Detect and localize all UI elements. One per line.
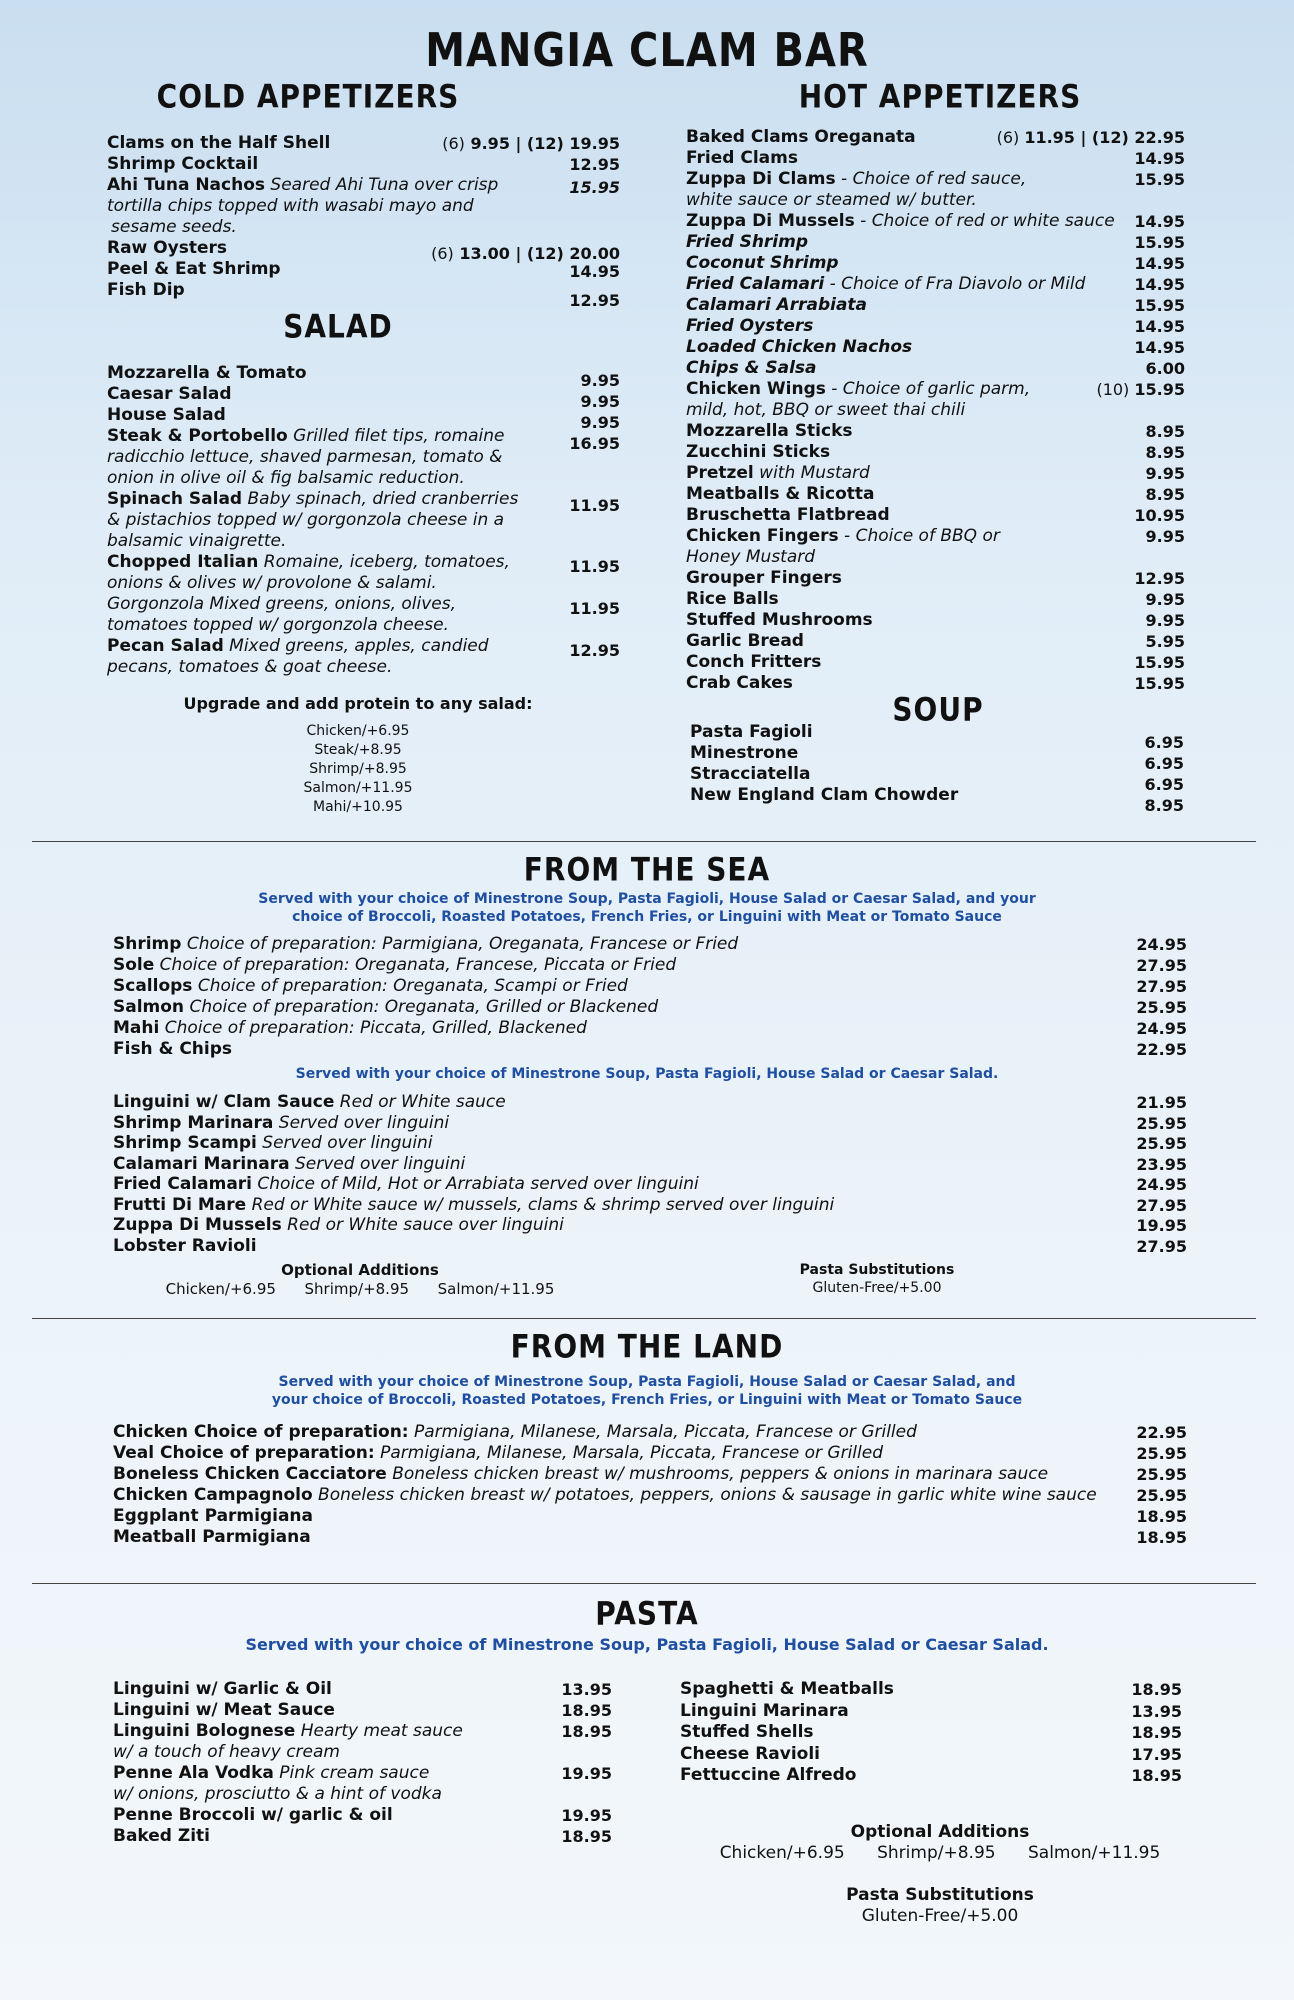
pasta-heading: PASTA (595, 1594, 699, 1633)
menu-item: Shrimp Scampi Served over linguini (113, 1133, 433, 1153)
menu-item: Fish Dip (107, 280, 185, 300)
menu-price: 9.95 (580, 371, 620, 390)
menu-price: 6.95 (1144, 754, 1184, 773)
upgrade-item: Shrimp/+8.95 (309, 761, 407, 777)
menu-price: 12.95 (569, 641, 620, 660)
menu-item: Linguini w/ Clam Sauce Red or White sauce (113, 1092, 506, 1112)
menu-price: 14.95 (1134, 338, 1185, 357)
menu-item: Chips & Salsa (686, 358, 817, 378)
menu-item: Boneless Chicken Cacciatore Boneless chicken breast w/ mushrooms, peppers & onions in marinara sauce (113, 1464, 1049, 1484)
menu-price: 18.95 (1131, 1680, 1182, 1699)
sea-optional-values: Chicken/+6.95 Shrimp/+8.95 Salmon/+11.95 (165, 1280, 555, 1298)
menu-price: 25.95 (1136, 1486, 1187, 1505)
menu-item: Veal Choice of preparation: Parmigiana, Milanese, Marsala, Piccata, Francese or Grilled (113, 1443, 884, 1463)
pasta-optional-values: Chicken/+6.95 Shrimp/+8.95 Salmon/+11.95 (719, 1843, 1161, 1863)
hot-appetizers-heading: HOT APPETIZERS (798, 77, 1082, 116)
menu-price: 9.95 (580, 392, 620, 411)
menu-item: Chicken Fingers - Choice of BBQ or (686, 526, 1000, 546)
sea-note: Served with your choice of Minestrone Soup, Pasta Fagioli, House Salad or Caesar Salad, and your choice of Broccoli, Roasted Potatoes, French Fries, or Linguini with Meat or Tomato Sauce (258, 891, 1036, 925)
menu-price: 24.95 (1136, 935, 1187, 954)
menu-item: Linguini Marinara (680, 1700, 849, 1721)
menu-item: Zuppa Di Mussels Red or White sauce over linguini (113, 1215, 564, 1235)
menu-price: 16.95 (569, 434, 620, 453)
menu-price: 27.95 (1136, 1195, 1187, 1215)
menu-price: 19.95 (1136, 1216, 1187, 1235)
menu-price: 24.95 (1136, 1019, 1187, 1038)
divider (32, 1318, 1256, 1319)
menu-item: Fried Oysters (686, 316, 814, 336)
menu-item: Zucchini Sticks (686, 442, 831, 462)
menu-price: 9.95 (1145, 464, 1185, 483)
menu-price: 27.95 (1136, 1236, 1187, 1256)
menu-price: 18.95 (561, 1722, 612, 1741)
menu-item-desc: Honey Mustard (686, 547, 816, 567)
menu-item: Minestrone (690, 743, 799, 763)
menu-price: 21.95 (1136, 1093, 1187, 1112)
sea-optional-title: Optional Additions (281, 1261, 439, 1279)
menu-price: 15.95 (1134, 674, 1185, 693)
menu-item: Linguini Bolognese Hearty meat sauce (113, 1721, 463, 1741)
menu-price: 12.95 (569, 155, 620, 174)
menu-item: Scallops Choice of preparation: Oreganata, Scampi or Fried (113, 976, 628, 996)
menu-item-desc: onion in olive oil & fig balsamic reduction. (107, 468, 465, 488)
menu-item: Mahi Choice of preparation: Piccata, Grilled, Blackened (113, 1018, 587, 1038)
menu-item: House Salad (107, 405, 226, 425)
menu-price: 25.95 (1136, 998, 1187, 1017)
menu-price: 9.95 (1145, 590, 1185, 609)
menu-item-desc: radicchio lettuce, shaved parmesan, tomato & (107, 447, 503, 467)
menu-item: Spaghetti & Meatballs (680, 1679, 894, 1699)
menu-item: Steak & Portobello Grilled filet tips, romaine (107, 426, 505, 446)
upgrade-item: Chicken/+6.95 (306, 723, 410, 739)
menu-item: Mozzarella & Tomato (107, 363, 307, 383)
menu-item: Sole Choice of preparation: Oreganata, Francese, Piccata or Fried (113, 955, 677, 975)
menu-item: Mozzarella Sticks (686, 421, 853, 441)
sea-sub-title: Pasta Substitutions (799, 1262, 955, 1278)
menu-item: Baked Clams Oreganata (686, 127, 916, 147)
menu-item: Frutti Di Mare Red or White sauce w/ mussels, clams & shrimp served over linguini (113, 1194, 835, 1215)
menu-price: 19.95 (561, 1806, 612, 1825)
menu-price: 8.95 (1145, 422, 1185, 441)
menu-item-desc: tortilla chips topped with wasabi mayo and (107, 196, 474, 216)
salad-upgrade-list (258, 722, 458, 817)
upgrade-item: Mahi/+10.95 (313, 799, 403, 815)
menu-item-desc: white sauce or steamed w/ butter. (686, 190, 977, 210)
divider (32, 1583, 1256, 1584)
menu-price: 19.95 (561, 1764, 612, 1783)
menu-item: Shrimp Marinara Served over linguini (113, 1112, 450, 1133)
menu-price: (6) 9.95 | (12) 19.95 (442, 134, 620, 153)
divider (32, 841, 1256, 842)
menu-item: New England Clam Chowder (690, 785, 959, 805)
menu-price: 25.95 (1136, 1465, 1187, 1484)
menu-item: Fried Calamari - Choice of Fra Diavolo or Mild (686, 274, 1086, 294)
menu-item: Pasta Fagioli (690, 722, 813, 742)
menu-item: Baked Ziti (113, 1826, 211, 1846)
menu-price: 14.95 (1134, 212, 1185, 231)
menu-price: 14.95 (569, 262, 620, 281)
upgrade-item: Salmon/+11.95 (303, 780, 413, 796)
menu-item: Raw Oysters (107, 238, 227, 258)
menu-price: 11.95 (569, 496, 620, 515)
menu-price: 14.95 (1134, 149, 1185, 168)
menu-item: Peel & Eat Shrimp (107, 259, 281, 279)
menu-item: Crab Cakes (686, 673, 793, 693)
menu-item-desc: sesame seeds. (111, 217, 237, 237)
soup-heading: SOUP (892, 690, 984, 729)
pasta-note: Served with your choice of Minestrone Soup, Pasta Fagioli, House Salad or Caesar Salad. (245, 1635, 1049, 1654)
menu-item: Stuffed Shells (680, 1722, 814, 1742)
menu-item: Fried Calamari Choice of Mild, Hot or Arrabiata served over linguini (113, 1174, 699, 1194)
menu-item: Fettuccine Alfredo (680, 1765, 857, 1785)
menu-item: Coconut Shrimp (686, 253, 839, 273)
menu-price: 15.95 (569, 178, 620, 197)
menu-item: Meatball Parmigiana (113, 1527, 311, 1547)
menu-price: 12.95 (569, 291, 620, 310)
menu-item: Pretzel with Mustard (686, 463, 870, 483)
menu-item: Fried Clams (686, 148, 798, 168)
menu-item: Zuppa Di Mussels - Choice of red or white sauce (686, 211, 1115, 231)
menu-price: 23.95 (1136, 1154, 1187, 1174)
menu-price: 15.95 (1134, 170, 1185, 189)
salad-heading: SALAD (283, 307, 393, 346)
menu-price: 27.95 (1136, 956, 1187, 975)
menu-item: Stuffed Mushrooms (686, 610, 873, 630)
menu-title: MANGIA CLAM BAR (425, 24, 869, 78)
menu-item: Chicken Wings - Choice of garlic parm, (686, 379, 1031, 399)
menu-price: 18.95 (561, 1827, 612, 1846)
menu-item: Zuppa Di Clams - Choice of red sauce, (686, 169, 1027, 189)
menu-price: 22.95 (1136, 1423, 1187, 1442)
menu-item: Clams on the Half Shell (107, 133, 331, 153)
menu-item: Shrimp Cocktail (107, 154, 259, 174)
menu-price: (6) 11.95 | (12) 22.95 (996, 128, 1185, 147)
menu-item: Pecan Salad Mixed greens, apples, candied (107, 636, 489, 656)
menu-price: 15.95 (1134, 233, 1185, 252)
menu-item: Fish & Chips (113, 1039, 233, 1059)
menu-item: Linguini w/ Meat Sauce (113, 1700, 335, 1720)
menu-price: 18.95 (1131, 1766, 1182, 1785)
menu-item-desc: & pistachios topped w/ gorgonzola cheese in a (107, 510, 505, 530)
menu-price: 18.95 (1131, 1723, 1182, 1742)
menu-item: Chicken Choice of preparation: Parmigiana, Milanese, Marsala, Piccata, Francese or Grilled (113, 1422, 917, 1442)
menu-price: 13.95 (1131, 1701, 1182, 1721)
menu-item: Stracciatella (690, 764, 811, 784)
menu-item-desc: w/ a touch of heavy cream (113, 1742, 340, 1762)
menu-price: 12.95 (1134, 569, 1185, 588)
menu-item: Calamari Arrabiata (686, 295, 868, 315)
from-the-sea-heading: FROM THE SEA (523, 850, 771, 889)
menu-item-desc: w/ onions, prosciutto & a hint of vodka (113, 1784, 442, 1804)
sea-sub-value: Gluten-Free/+5.00 (812, 1280, 942, 1296)
menu-price: 14.95 (1134, 275, 1185, 294)
menu-item: Chicken Campagnolo Boneless chicken breast w/ potatoes, peppers, onions & sausage in garlic white wine sauce (113, 1485, 1097, 1505)
menu-price: 18.95 (1136, 1528, 1187, 1547)
menu-item: Bruschetta Flatbread (686, 505, 890, 525)
menu-item: Chopped Italian Romaine, iceberg, tomatoes, (107, 552, 510, 572)
menu-price: 11.95 (569, 599, 620, 618)
menu-item: Fried Shrimp (686, 232, 809, 252)
menu-item: Grouper Fingers (686, 568, 842, 588)
salad-upgrade-title: Upgrade and add protein to any salad: (183, 694, 533, 713)
menu-price: 17.95 (1131, 1744, 1182, 1764)
menu-item: Loaded Chicken Nachos (686, 337, 913, 357)
from-the-land-heading: FROM THE LAND (510, 1327, 784, 1366)
menu-price: (6) 13.00 | (12) 20.00 (431, 244, 620, 263)
pasta-sub-value: Gluten-Free/+5.00 (861, 1906, 1019, 1926)
menu-price: 11.95 (569, 557, 620, 576)
sea-pasta-note: Served with your choice of Minestrone Soup, Pasta Fagioli, House Salad or Caesar Salad. (295, 1066, 999, 1082)
menu-item: Meatballs & Ricotta (686, 484, 875, 504)
menu-item: Garlic Bread (686, 631, 804, 651)
menu-price: 10.95 (1134, 506, 1185, 525)
menu-item: Rice Balls (686, 589, 779, 609)
menu-item: Penne Ala Vodka Pink cream sauce (113, 1763, 430, 1783)
menu-price: 9.95 (580, 413, 620, 432)
menu-item: Penne Broccoli w/ garlic & oil (113, 1805, 393, 1825)
pasta-sub-title: Pasta Substitutions (846, 1885, 1034, 1905)
menu-item: Conch Fritters (686, 652, 822, 672)
menu-item: Caesar Salad (107, 384, 232, 404)
menu-price: 14.95 (1134, 317, 1185, 336)
menu-price: 6.95 (1144, 775, 1184, 794)
menu-price: 22.95 (1136, 1040, 1187, 1059)
menu-item-desc: balsamic vinaigrette. (107, 531, 287, 551)
menu-item: Calamari Marinara Served over linguini (113, 1153, 466, 1174)
menu-price: 9.95 (1145, 527, 1185, 546)
menu-item-desc: tomatoes topped w/ gorgonzola cheese. (107, 615, 449, 635)
menu-item-desc: onions & olives w/ provolone & salami. (107, 573, 437, 593)
menu-item: Gorgonzola Mixed greens, onions, olives, (107, 594, 457, 614)
menu-item: Spinach Salad Baby spinach, dried cranberries (107, 489, 519, 509)
menu-price: 13.95 (561, 1680, 612, 1699)
menu-price: 25.95 (1136, 1113, 1187, 1133)
upgrade-item: Steak/+8.95 (314, 742, 402, 758)
menu-item: Eggplant Parmigiana (113, 1506, 314, 1526)
menu-item: Cheese Ravioli (680, 1743, 821, 1764)
cold-appetizers-heading: COLD APPETIZERS (156, 77, 460, 116)
land-note: Served with your choice of Minestrone Soup, Pasta Fagioli, House Salad or Caesar Salad, and your choice of Broccoli, Roasted Potatoes, French Fries, or Linguini with Meat or Tomato Sauce (271, 1374, 1023, 1408)
menu-price: (10) 15.95 (1096, 380, 1185, 399)
menu-price: 14.95 (1134, 254, 1185, 273)
menu-price: 5.95 (1145, 632, 1185, 651)
menu-price: 25.95 (1136, 1134, 1187, 1153)
menu-price: 8.95 (1144, 796, 1184, 815)
menu-price: 9.95 (1145, 611, 1185, 630)
menu-price: 15.95 (1134, 296, 1185, 315)
menu-price: 18.95 (1136, 1507, 1187, 1526)
menu-item-desc: mild, hot, BBQ or sweet thai chili (686, 400, 966, 420)
menu-price: 24.95 (1136, 1175, 1187, 1194)
menu-price: 6.95 (1144, 733, 1184, 752)
menu-price: 18.95 (561, 1701, 612, 1720)
menu-price: 25.95 (1136, 1444, 1187, 1463)
menu-price: 8.95 (1145, 443, 1185, 462)
menu-item: Lobster Ravioli (113, 1235, 257, 1256)
menu-price: 15.95 (1134, 653, 1185, 672)
menu-price: 8.95 (1145, 485, 1185, 504)
menu-item: Linguini w/ Garlic & Oil (113, 1679, 332, 1699)
menu-item: Ahi Tuna Nachos Seared Ahi Tuna over crisp (107, 175, 499, 195)
menu-price: 6.00 (1145, 359, 1185, 378)
menu-item: Shrimp Choice of preparation: Parmigiana, Oreganata, Francese or Fried (113, 934, 739, 954)
menu-item: Salmon Choice of preparation: Oreganata, Grilled or Blackened (113, 997, 659, 1017)
menu-item-desc: pecans, tomatoes & goat cheese. (107, 657, 393, 677)
menu-price: 27.95 (1136, 977, 1187, 996)
pasta-optional-title: Optional Additions (850, 1822, 1030, 1842)
